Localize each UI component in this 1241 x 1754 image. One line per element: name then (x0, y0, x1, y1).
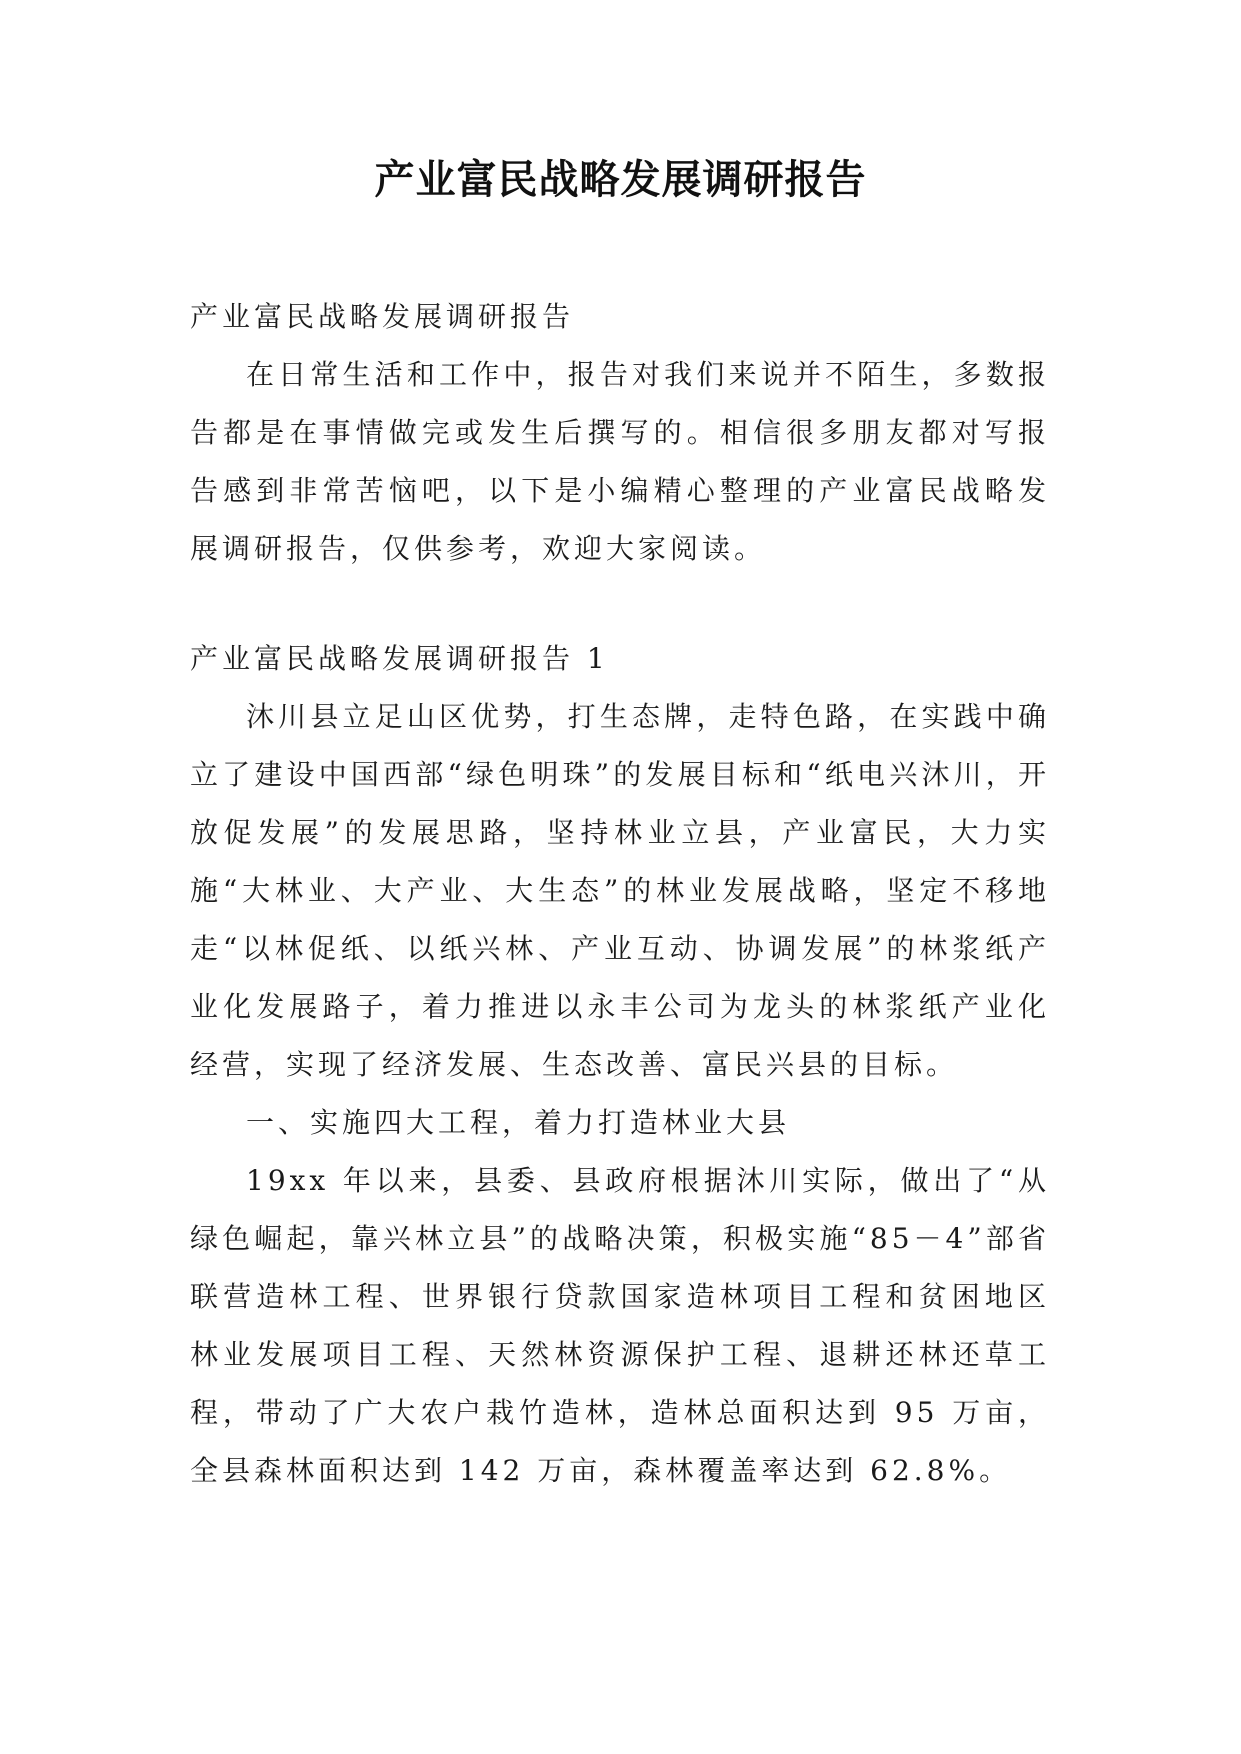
section-paragraph-2: 19xx 年以来，县委、县政府根据沐川实际，做出了“从绿色崛起，靠兴林立县”的战略决策，积极实施“85－4”部省联营造林工程、世界银行贷款国家造林项目工程和贫困地区林业发展项目工程、天然林资源保护工程、退耕还林还草工程，带动了广大农户栽竹造林，造林总面积达到 95 万亩，全县森林面积达到 142 万亩，森林覆盖率达到 62.8%。 (190, 1164, 1050, 1487)
document-body (190, 288, 1050, 1500)
section-title: 产业富民战略发展调研报告 1 (190, 642, 609, 675)
section-heading-1: 一、实施四大工程，着力打造林业大县 (246, 1106, 791, 1139)
intro-paragraph: 在日常生活和工作中，报告对我们来说并不陌生，多数报告都是在事情做完或发生后撰写的。相信很多朋友都对写报告感到非常苦恼吧，以下是小编精心整理的产业富民战略发展调研报告，仅供参考，欢迎大家阅读。 (190, 358, 1050, 565)
section-paragraph-1: 沐川县立足山区优势，打生态牌，走特色路，在实践中确立了建设中国西部“绿色明珠”的发展目标和“纸电兴沐川，开放促发展”的发展思路，坚持林业立县，产业富民，大力实施“大林业、大产业、大生态”的林业发展战略，坚定不移地走“以林促纸、以纸兴林、产业互动、协调发展”的林浆纸产业化发展路子，着力推进以永丰公司为龙头的林浆纸产业化经营，实现了经济发展、生态改善、富民兴县的目标。 (190, 700, 1050, 1081)
subtitle: 产业富民战略发展调研报告 (190, 300, 575, 333)
section-spacer (190, 578, 1050, 630)
document-title: 产业富民战略发展调研报告 (374, 157, 867, 203)
